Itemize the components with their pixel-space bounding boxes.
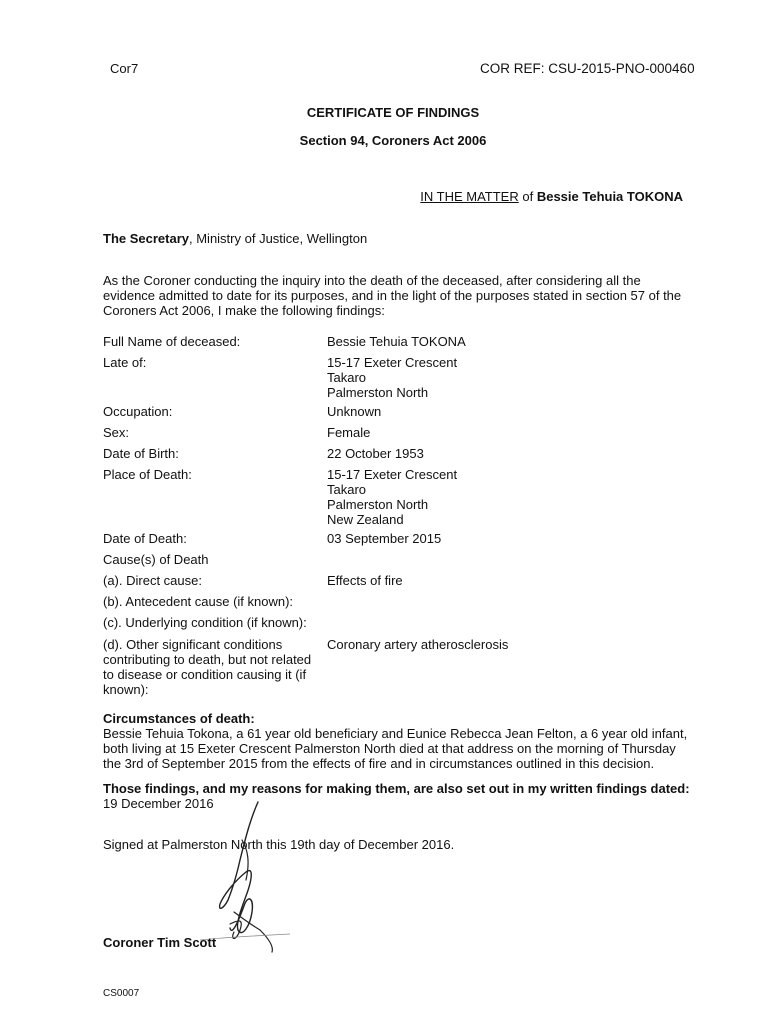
document-subtitle: Section 94, Coroners Act 2006 xyxy=(299,133,487,148)
address-line: New Zealand xyxy=(327,512,404,527)
underlying-condition-label: (c). Underlying condition (if known): xyxy=(103,615,307,630)
address-line: Takaro xyxy=(327,370,367,385)
document-title: CERTIFICATE OF FINDINGS xyxy=(306,105,480,120)
place-of-death-label: Place of Death: xyxy=(103,467,192,482)
form-code: Cor7 xyxy=(110,61,139,76)
cor-ref: COR REF: CSU-2015-PNO-000460 xyxy=(480,61,695,76)
written-findings-heading: Those findings, and my reasons for making them, are also set out in my written findings dated: xyxy=(103,781,690,796)
other-conditions-value: Coronary artery atherosclerosis xyxy=(327,637,509,652)
address-line: Takaro xyxy=(327,482,367,497)
sex-label: Sex: xyxy=(103,425,130,440)
other-conditions-line: to disease or condition causing it (if xyxy=(103,667,307,682)
direct-cause-value: Effects of fire xyxy=(327,573,403,588)
matter-prefix: IN THE MATTER xyxy=(420,189,519,204)
signed-statement: Signed at Palmerston North this 19th day of December 2016. xyxy=(103,837,455,852)
dod-label: Date of Death: xyxy=(103,531,187,546)
sex-value: Female xyxy=(327,425,371,440)
occupation-label: Occupation: xyxy=(103,404,173,419)
addressee-rest: , Ministry of Justice, Wellington xyxy=(189,231,368,246)
full-name-value: Bessie Tehuia TOKONA xyxy=(327,334,466,349)
circumstances-line: the 3rd of September 2015 from the effects of fire and in circumstances outlined in this decision. xyxy=(103,756,655,771)
other-conditions-label xyxy=(103,637,318,697)
written-findings-date: 19 December 2016 xyxy=(103,796,214,811)
addressee xyxy=(103,231,367,246)
other-conditions-line: (d). Other significant conditions xyxy=(103,637,283,652)
coroner-name: Coroner Tim Scott xyxy=(103,935,217,950)
direct-cause-label: (a). Direct cause: xyxy=(103,573,202,588)
circumstances-heading: Circumstances of death: xyxy=(103,711,255,726)
causes-label: Cause(s) of Death xyxy=(103,552,209,567)
circumstances-line: both living at 15 Exeter Crescent Palmerston North died at that address on the morning of Thursday xyxy=(103,741,676,756)
dob-label: Date of Birth: xyxy=(103,446,179,461)
circumstances-line: Bessie Tehuia Tokona, a 61 year old beneficiary and Eunice Rebecca Jean Felton, a 6 year old infant, xyxy=(103,726,688,741)
address-line: Palmerston North xyxy=(327,385,429,400)
address-line: Palmerston North xyxy=(327,497,429,512)
addressee-title: The Secretary xyxy=(103,231,189,246)
dod-value: 03 September 2015 xyxy=(327,531,442,546)
matter-line xyxy=(420,189,683,204)
circumstances-section xyxy=(103,711,693,771)
address-line: 15-17 Exeter Crescent xyxy=(327,467,458,482)
other-conditions-line: contributing to death, but not related xyxy=(103,652,312,667)
intro-line: evidence admitted to date for its purposes, and in the light of the purposes stated in section 57 of the xyxy=(103,288,682,303)
other-conditions-line: known): xyxy=(103,682,149,697)
footer-code: CS0007 xyxy=(103,988,140,999)
full-name-label: Full Name of deceased: xyxy=(103,334,241,349)
address-line: 15-17 Exeter Crescent xyxy=(327,355,458,370)
occupation-value: Unknown xyxy=(327,404,382,419)
late-of-label: Late of: xyxy=(103,355,147,370)
dob-value: 22 October 1953 xyxy=(327,446,424,461)
intro-paragraph xyxy=(103,273,693,318)
matter-name: Bessie Tehuia TOKONA xyxy=(536,189,683,204)
place-of-death-value xyxy=(327,467,707,527)
antecedent-cause-label: (b). Antecedent cause (if known): xyxy=(103,594,294,609)
intro-line: Coroners Act 2006, I make the following findings: xyxy=(103,303,385,318)
late-of-value xyxy=(327,355,707,400)
intro-line: As the Coroner conducting the inquiry into the death of the deceased, after considering all the xyxy=(103,273,641,288)
matter-of: of xyxy=(518,189,537,204)
